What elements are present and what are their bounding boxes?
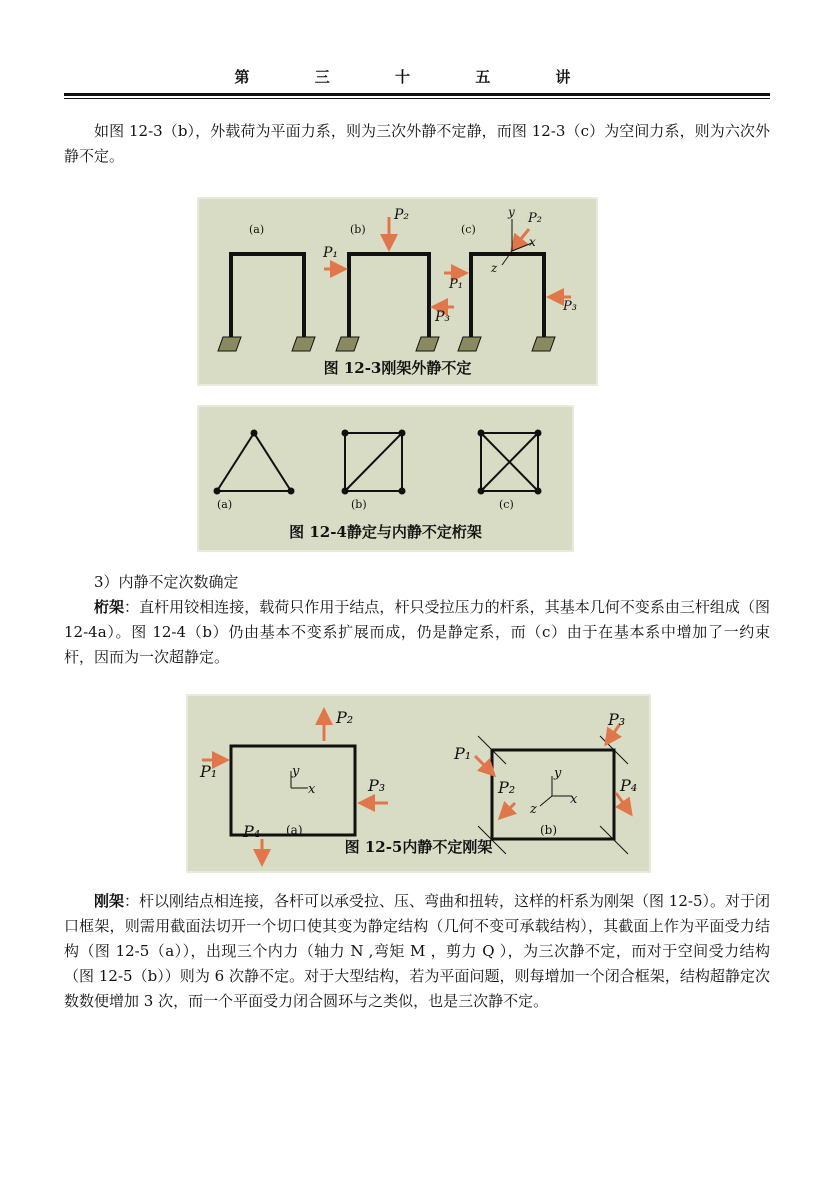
fig3-label-p1: P₁	[200, 762, 218, 781]
support-b-right	[416, 337, 439, 351]
frame-b	[349, 254, 429, 337]
arrow-p2-b	[500, 803, 515, 818]
header-rule-thin	[64, 98, 770, 99]
paragraph-truss	[64, 595, 770, 670]
figure-12-4	[197, 405, 574, 552]
truss-a	[217, 433, 291, 491]
fig1-axis-z-label: z	[491, 261, 498, 275]
figure-12-3-caption: 图 12-3刚架外静不定	[323, 359, 472, 377]
fig1-label-p3: P₃	[435, 309, 451, 325]
fig3-axis-y-a: y	[292, 764, 300, 779]
paragraph-rigid-frame-text: ：杆以刚结点相连接，各杆可以承受拉、压、弯曲和扭转，这样的杆系为刚架（图 12-5）。对于闭口框架，则需用截面法切开一个切口使其变为静定结构（几何不变可承载结构），其截面上作为平面受力结构（图 12-5（a）），出现三个内力（轴力 N ,弯矩 M ，剪力 Q ），为三次静不定，而对于空间受力结构（图 12-5（b））则为 6 次静不定。对于大型结构，若为平面问题，则每增加一个闭合框架，结构超静定次数数便增加 3 次，而一个平面受力闭合圆环与之类似，也是三次静不定。	[64, 892, 770, 1010]
support-c-right	[532, 337, 555, 351]
fig3-label-p4: P₄	[243, 822, 261, 841]
arrow-p2-c	[512, 229, 529, 250]
fig1-label-p1: P₁	[323, 245, 339, 261]
truss-b-diagonal	[345, 433, 402, 491]
paragraph-truss-text: ：直杆用铰相连接，载荷只作用于结点，杆只受拉压力的杆系，其基本几何不变系由三杆组成（图 12-4a）。图 12-4（b）仍由基本不变系扩展而成，仍是静定系，而（c）由于在基本系中增加了一约束杆，因而为一次超静定。	[64, 598, 770, 666]
fig1-label-p3-c: P₃	[563, 299, 577, 314]
term-truss: 桁架	[94, 598, 125, 616]
frame-a	[231, 254, 304, 337]
fig3-axis-z-b: z	[530, 802, 537, 817]
fig2-label-b: (b)	[351, 498, 367, 511]
fig3-label-p3: P₃	[368, 776, 386, 795]
fig3-label-p2: P₂	[336, 708, 354, 727]
figure-12-5	[186, 694, 651, 873]
fig3-axis-x-b: x	[570, 792, 578, 807]
fig3-axis-x-a: x	[308, 782, 316, 797]
fig2-label-a: (a)	[217, 498, 233, 511]
support-a-left	[218, 337, 241, 351]
header-rule-thick	[64, 93, 770, 96]
fig3-label-a: (a)	[286, 823, 303, 837]
fig3-label-p4-b: P₄	[620, 776, 638, 795]
fig1-label-b: (b)	[350, 223, 366, 236]
figure-12-3	[197, 197, 598, 386]
fig1-label-p2-c: P₂	[528, 211, 542, 226]
arrow-p4-b	[616, 793, 631, 814]
fig3-label-b: (b)	[540, 823, 558, 837]
fig3-axis-y-b: y	[554, 766, 562, 781]
support-a-right	[292, 337, 315, 351]
fig1-label-p2: P₂	[394, 207, 410, 223]
paragraph-rigid-frame	[64, 889, 770, 1014]
section-heading-3: 3）内静不定次数确定	[94, 573, 239, 591]
page-header: 第 三 十 五 讲	[234, 68, 601, 86]
fig1-label-c: (c)	[461, 223, 476, 236]
fig1-label-a: (a)	[249, 223, 265, 236]
fig3-label-p1-b: P₁	[454, 744, 472, 763]
paragraph-intro: 如图 12-3（b），外载荷为平面力系，则为三次外静不定静，而图 12-3（c）为空间力系，则为六次外静不定。	[64, 122, 770, 165]
fig2-label-c: (c)	[499, 498, 514, 511]
frame-c	[471, 254, 544, 337]
fig3-label-p3-b: P₃	[608, 710, 626, 729]
figure-12-5-caption: 图 12-5内静不定刚架	[344, 838, 493, 856]
fig1-axis-y-label: y	[508, 205, 515, 219]
term-rigid-frame: 刚架	[94, 892, 125, 910]
fig3-label-p2-b: P₂	[498, 778, 516, 797]
support-b-left	[336, 337, 359, 351]
figure-12-4-caption: 图 12-4静定与内静不定桁架	[289, 523, 482, 541]
fig1-axis-x-label: x	[529, 235, 536, 249]
support-c-left	[458, 337, 481, 351]
fig1-label-p1-c: P₁	[449, 277, 463, 292]
